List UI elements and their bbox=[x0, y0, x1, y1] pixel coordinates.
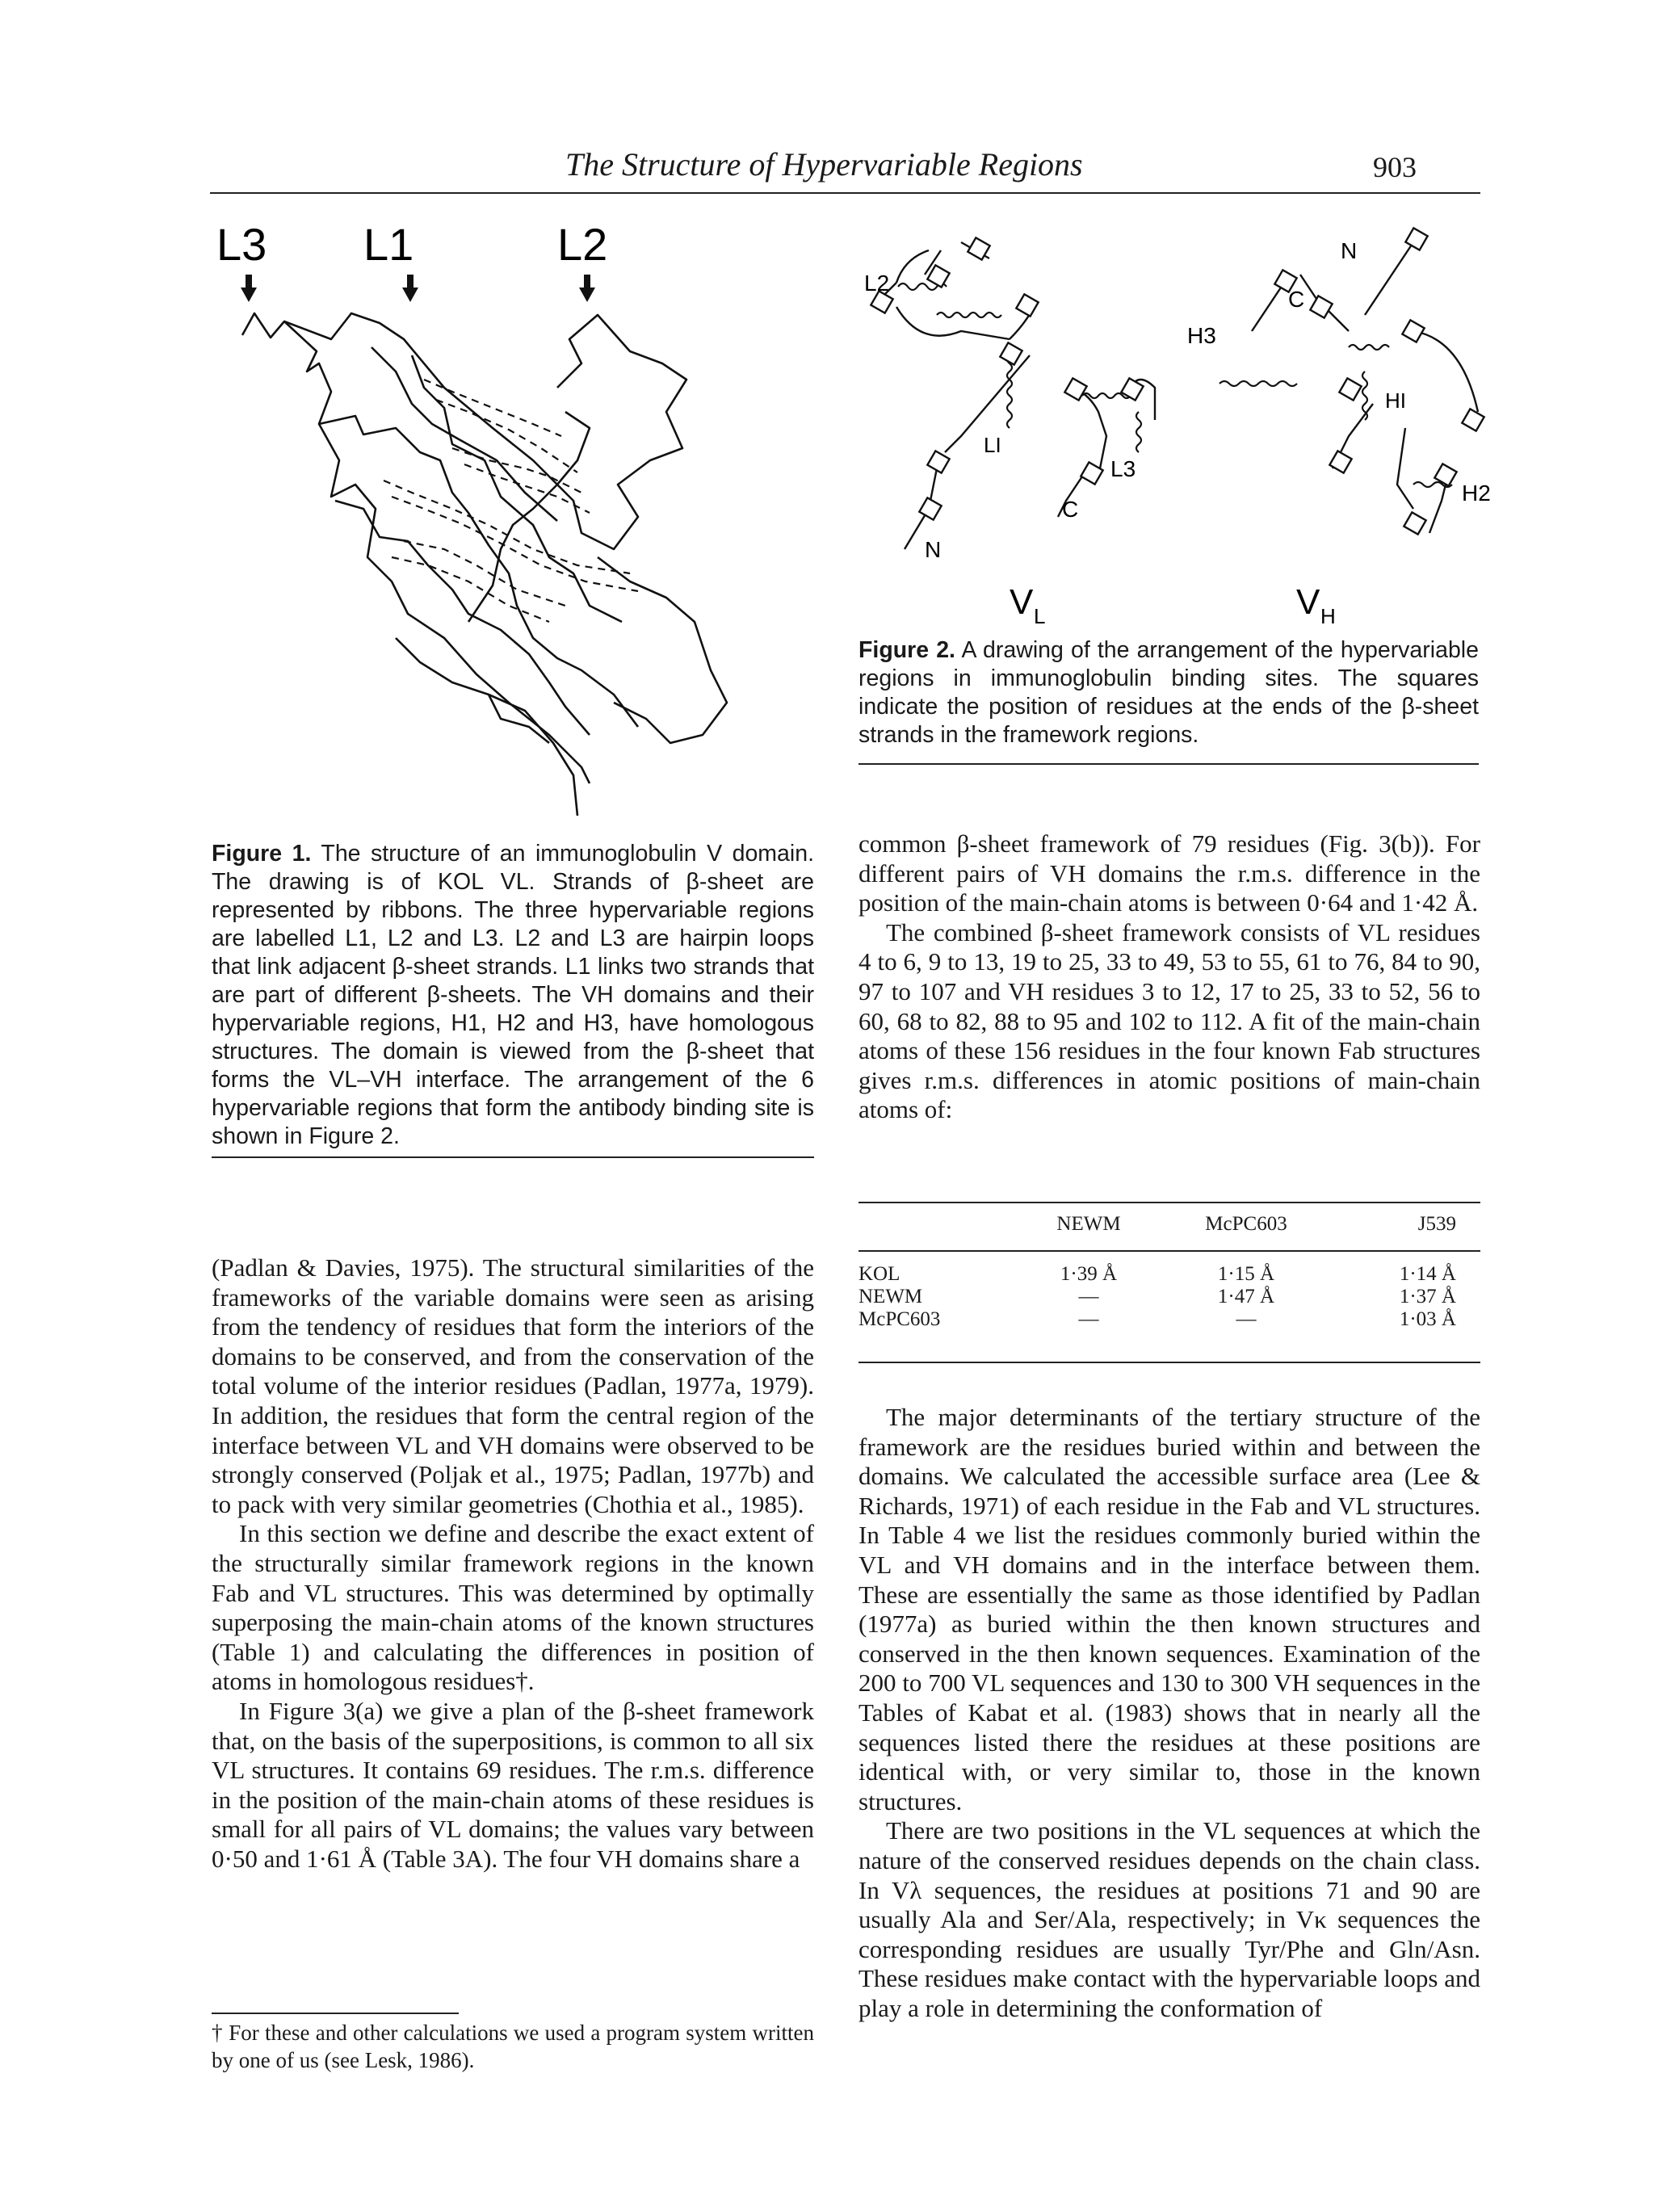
rmsd-table bbox=[858, 1213, 1480, 1331]
figure2-label-vh-n: N bbox=[1341, 238, 1358, 263]
left-paragraph-3: In Figure 3(a) we give a plan of the β-sheet framework that, on the basis of the superpositions, is common to all six VL structures. It contains 69 residues. The r.m.s. difference in the position of the main-chain atoms of these residues is small for all pairs of VL domains; the values vary between 0·50 and 1·61 Å (Table 3A). The four VH domains share a bbox=[212, 1696, 814, 1873]
left-paragraph-1: (Padlan & Davies, 1975). The structural similarities of the frameworks of the variable domains were seen as arising from the tendency of residues that form the interiors of the domains to be conserved, and from the conservation of the total volume of the interior residues (Padlan, 1977a, 1979). In addition, the residues that form the central region of the interface between VL and VH domains were observed to be strongly conserved (Poljak et al., 1975; Padlan, 1977b) and to pack with very similar geometries (Chothia et al., 1985). bbox=[212, 1253, 814, 1518]
figure1-ribbon-dashed bbox=[384, 380, 638, 622]
right-column-bottom bbox=[858, 1403, 1480, 2023]
table-header-cell: McPC603 bbox=[1205, 1213, 1287, 1235]
figure2-label-l3: L3 bbox=[1110, 456, 1136, 481]
table-cell: 1·37 Å bbox=[1399, 1286, 1456, 1307]
right-paragraph-2: The combined β-sheet framework consists of VL residues 4 to 6, 9 to 13, 19 to 25, 33 to 49, 53 to 55, 61 to 76, 84 to 90, 97 to 107 and VH residues 3 to 12, 17 to 25, 33 to 52, 56 to 60, 68 to 82, 88 to 95 and 102 to 112. A fit of the main-chain atoms of these 156 residues in the four known Fab structures gives r.m.s. differences in atomic positions of main-chain atoms of: bbox=[858, 917, 1480, 1124]
figure1-arrows bbox=[241, 275, 595, 302]
right-paragraph-4: There are two positions in the VL sequences at which the nature of the conserved residues depends on the chain class. In Vλ sequences, the residues at positions 71 and 90 are usually Ala and Ser/Ala, respectively; in Vκ sequences the corresponding residues are usually Tyr/Phe and Gln/Asn. These residues make contact with the hypervariable loops and play a role in determining the conformation of bbox=[858, 1816, 1480, 2022]
table-header-cell: NEWM bbox=[1056, 1213, 1121, 1235]
figure2-vl-squares bbox=[871, 237, 1143, 519]
footnote-rule bbox=[212, 2013, 459, 2014]
table-cell: 1·03 Å bbox=[1399, 1308, 1456, 1330]
figure2-label-vl-c: C bbox=[1062, 497, 1079, 522]
table-row bbox=[858, 1263, 1480, 1286]
figure1-caption-rule bbox=[212, 1156, 814, 1158]
figure1-label-l1: L1 bbox=[363, 219, 414, 270]
right-paragraph-1: common β-sheet framework of 79 residues (Fig. 3(b)). For different pairs of VH domains the r.m.s. difference in the position of the main-chain atoms is between 0·64 and 1·42 Å. bbox=[858, 829, 1480, 917]
table-bottom-rule bbox=[858, 1362, 1480, 1363]
table-cell: 1·14 Å bbox=[1399, 1263, 1456, 1285]
header-rule bbox=[210, 192, 1480, 194]
figure1-caption-text: The structure of an immunoglobulin V domain. The drawing is of KOL VL. Strands of β-sheet are represented by ribbons. The three hypervariable regions are labelled L1, L2 and L3. L2 and L3 are hairpin loops that link adjacent β-sheet strands. L1 links two strands that are part of different β-sheets. The VH domains and their hypervariable regions, H1, H2 and H3, have homologous structures. The domain is viewed from the β-sheet that forms the VL–VH interface. The arrangement of the 6 hypervariable regions that form the antibody binding site is shown in Figure 2. bbox=[212, 841, 814, 1149]
table-row bbox=[858, 1286, 1480, 1308]
right-column-top bbox=[858, 829, 1480, 1125]
table-top-rule bbox=[858, 1202, 1480, 1203]
figure2-label-vl-n: N bbox=[925, 537, 942, 562]
table-cell: 1·15 Å bbox=[1217, 1263, 1275, 1285]
figure2-label-l2: L2 bbox=[864, 271, 890, 296]
figure2-label-l1: LI bbox=[984, 433, 1001, 457]
left-column bbox=[212, 1253, 814, 1874]
figure2-label-vl: V bbox=[1010, 582, 1034, 622]
figure2-label-vh-c: C bbox=[1288, 287, 1305, 312]
left-paragraph-2: In this section we define and describe the exact extent of the structurally similar framework regions in the known Fab and VL structures. This was determined by optimally superposing the main-chain atoms of the known structures (Table 1) and calculating the differences in position of atoms in homologous residues†. bbox=[212, 1519, 814, 1696]
table-cell: NEWM bbox=[858, 1286, 923, 1307]
figure1-label-l3: L3 bbox=[216, 219, 267, 270]
figure1-caption bbox=[212, 840, 814, 1151]
table-cell: 1·39 Å bbox=[1060, 1263, 1118, 1285]
figure2-label-h1: HI bbox=[1385, 388, 1406, 413]
figure2-caption-rule bbox=[858, 763, 1479, 765]
table-header-row bbox=[858, 1213, 1480, 1236]
right-paragraph-3: The major determinants of the tertiary structure of the framework are the residues buried within and between the domains. We calculated the accessible surface area (Lee & Richards, 1971) of each residue in the Fab and VL structures. In Table 4 we list the residues commonly buried within the VL and VH domains and in the interface between them. These are essentially the same as those identified by Padlan (1977a) as buried within the then known structures and conserved in the then known sequences. Examination of the 200 to 700 VL sequences and 130 to 300 VH sequences in the Tables of Kabat et al. (1983) shows that in nearly all the sequences listed there the residues at these positions are identical with, or very similar to, those in the known structures. bbox=[858, 1403, 1480, 1815]
figure2-vh-squares bbox=[1274, 228, 1484, 534]
table-cell: — bbox=[1236, 1308, 1257, 1330]
figure2-caption-text: A drawing of the arrangement of the hypervariable regions in immunoglobulin binding sites. The squares indicate the position of residues at the ends of the β-sheet strands in the framework regions. bbox=[858, 637, 1479, 748]
table-header-cell: J539 bbox=[1417, 1213, 1456, 1235]
footnote: † For these and other calculations we used a program system written by one of us (see Lesk, 1986). bbox=[212, 2021, 814, 2072]
table-header-cell bbox=[858, 1213, 1012, 1236]
figure1-caption-label: Figure 1. bbox=[212, 841, 312, 867]
table-row bbox=[858, 1308, 1480, 1331]
figure2-label-h2: H2 bbox=[1462, 481, 1491, 506]
running-title: The Structure of Hypervariable Regions bbox=[565, 146, 1083, 183]
figure2-label-vh: V bbox=[1296, 582, 1320, 622]
figure2-label-vl-sub: L bbox=[1034, 604, 1046, 628]
figure1-label-l2: L2 bbox=[557, 219, 608, 270]
table-cell: McPC603 bbox=[858, 1308, 941, 1330]
table-cell: — bbox=[1078, 1308, 1099, 1330]
figure2-label-h3: H3 bbox=[1187, 323, 1216, 348]
figure2-caption bbox=[858, 636, 1479, 749]
figure2-label-vh-sub: H bbox=[1320, 604, 1336, 628]
table-cell: 1·47 Å bbox=[1217, 1286, 1275, 1307]
figure1-backbone bbox=[242, 313, 727, 816]
table-cell: KOL bbox=[858, 1263, 900, 1285]
figure2-caption-label: Figure 2. bbox=[858, 637, 955, 663]
figure1-ribbon-drawing bbox=[210, 218, 840, 848]
table-cell: — bbox=[1078, 1286, 1099, 1307]
figure2-schematic bbox=[848, 226, 1491, 646]
page-number: 903 bbox=[1373, 151, 1417, 183]
